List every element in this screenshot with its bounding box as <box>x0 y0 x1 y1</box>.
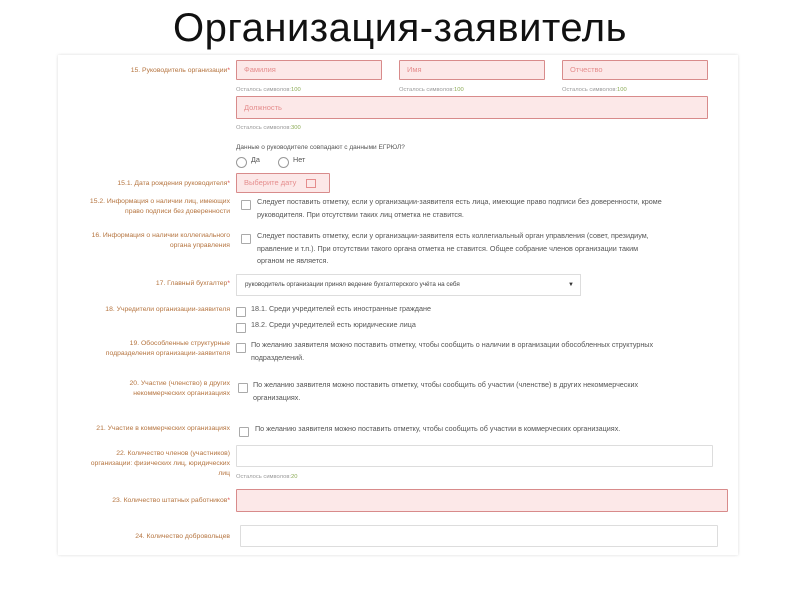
staff-count-input[interactable] <box>236 489 728 512</box>
text-line: руководителя. При отсутствии таких лиц отметка не ставится. <box>257 209 464 219</box>
radio-yes[interactable] <box>236 157 247 168</box>
hint-prefix: Осталось символов: <box>399 87 455 93</box>
members-count-hint <box>236 474 297 480</box>
hint-value: 20 <box>291 474 298 480</box>
required-mark: * <box>227 280 230 287</box>
text-line: правление и т.п.). При отсутствии такого органа отметка не ставится. Общее собрание членов организации таким <box>257 243 639 253</box>
label-22 <box>91 449 230 479</box>
label-line: некоммерческих организациях <box>133 389 230 397</box>
text-line: По желанию заявителя можно поставить отметку, чтобы сообщить о наличии в организации обособленных структурных <box>251 340 654 349</box>
collegial-body-checkbox[interactable] <box>241 234 251 244</box>
text-line: подразделений. <box>251 352 305 362</box>
label-15-1 <box>117 179 230 189</box>
accountant-select[interactable] <box>236 274 581 296</box>
radio-no[interactable] <box>278 157 289 168</box>
position-field[interactable] <box>236 96 708 119</box>
surname-hint <box>236 87 301 93</box>
label-21 <box>96 424 230 434</box>
patronymic-hint <box>562 87 627 93</box>
founders-legal-checkbox[interactable] <box>236 323 246 333</box>
hint-prefix: Осталось символов: <box>236 87 292 93</box>
label-18 <box>105 305 230 315</box>
hint-value: 300 <box>291 125 301 131</box>
members-count-input[interactable] <box>236 445 713 467</box>
position-hint <box>236 125 301 131</box>
text-line: органом не является. <box>257 256 329 266</box>
surname-placeholder: Фамилия <box>244 65 276 74</box>
form-screenshot <box>58 55 738 555</box>
text-line: Следует поставить отметку, если у организации-заявителя есть лица, имеющие право подписи без доверенности, кроме <box>257 197 662 206</box>
label-15-1-text: 15.1. Дата рождения руководителя <box>117 180 228 187</box>
text-line: Следует поставить отметку, если у организации-заявителя есть коллегиальный орган управления (совет, президиум, <box>257 231 649 240</box>
founders-legal-label: 18.2. Среди учредителей есть юридические лица <box>251 320 416 329</box>
collegial-body-description <box>257 230 649 268</box>
signature-description <box>257 196 662 221</box>
label-19 <box>106 339 230 359</box>
label-line: органа управления <box>169 241 230 249</box>
label-line: лиц <box>218 469 230 477</box>
label-line: организации: физических лиц, юридических <box>90 459 230 467</box>
label-24-text: 24. Количество добровольцев <box>135 533 230 540</box>
hint-value: 100 <box>291 87 301 93</box>
label-line: 22. Количество членов (участников) <box>116 450 230 457</box>
hint-value: 100 <box>617 87 627 93</box>
label-18-text: 18. Учредители организации-заявителя <box>105 306 230 313</box>
label-16 <box>92 231 230 251</box>
label-21-text: 21. Участие в коммерческих организациях <box>96 425 230 432</box>
radio-yes-label: Да <box>251 155 260 164</box>
label-15-text: 15. Руководитель организации <box>130 67 228 74</box>
subdivisions-checkbox[interactable] <box>236 343 246 353</box>
label-23 <box>112 496 230 506</box>
label-17-text: 17. Главный бухгалтер <box>155 280 228 287</box>
subdivisions-description <box>251 339 653 364</box>
label-15-2 <box>90 197 230 217</box>
required-mark: * <box>227 67 230 74</box>
label-line: 15.2. Информация о наличии лиц, имеющих <box>89 198 230 205</box>
name-hint <box>399 87 464 93</box>
commercial-participation-checkbox[interactable] <box>239 427 249 437</box>
label-17 <box>156 279 230 289</box>
text-line: организациях. <box>253 392 301 402</box>
founders-foreign-label: 18.1. Среди учредителей есть иностранные граждане <box>251 304 431 313</box>
label-line: 20. Участие (членство) в других <box>129 380 230 387</box>
accountant-selected-value: руководитель организации принял ведение бухгалтерского учёта на себя <box>245 281 460 288</box>
founders-foreign-checkbox[interactable] <box>236 307 246 317</box>
required-mark: * <box>227 180 230 187</box>
label-line: 19. Обособленные структурные <box>129 340 230 347</box>
calendar-icon <box>306 179 316 188</box>
surname-field[interactable] <box>236 60 382 80</box>
label-23-text: 23. Количество штатных работников <box>112 497 228 504</box>
required-mark: * <box>227 497 230 504</box>
label-24 <box>135 532 230 542</box>
commercial-participation-description: По желанию заявителя можно поставить отметку, чтобы сообщить об участии в коммерческих организациях. <box>255 424 621 433</box>
volunteers-count-input[interactable] <box>240 525 718 547</box>
birthdate-placeholder: Выберите дату <box>244 178 297 187</box>
chevron-down-icon: ▼ <box>568 282 574 288</box>
signature-checkbox[interactable] <box>241 200 251 210</box>
label-20 <box>130 379 230 399</box>
text-line: По желанию заявителя можно поставить отметку, чтобы сообщить об участии (членстве) в других некоммерческих <box>253 380 639 389</box>
hint-prefix: Осталось символов: <box>236 125 292 131</box>
label-line: подразделения организации-заявителя <box>105 349 230 357</box>
nonprofit-membership-description <box>253 379 638 404</box>
position-placeholder: Должность <box>244 103 282 112</box>
birthdate-picker[interactable] <box>236 173 330 193</box>
egrul-question: Данные о руководителе совпадают с данными ЕГРЮЛ? <box>236 144 405 151</box>
hint-prefix: Осталось символов: <box>562 87 618 93</box>
label-line: 16. Информация о наличии коллегиального <box>91 232 230 239</box>
nonprofit-membership-checkbox[interactable] <box>238 383 248 393</box>
name-field[interactable] <box>399 60 545 80</box>
hint-prefix: Осталось символов: <box>236 474 292 480</box>
hint-value: 100 <box>454 87 464 93</box>
patronymic-placeholder: Отчество <box>570 65 603 74</box>
label-line: право подписи без доверенности <box>125 207 230 215</box>
patronymic-field[interactable] <box>562 60 708 80</box>
label-15 <box>131 66 230 76</box>
radio-no-label: Нет <box>293 155 306 164</box>
name-placeholder: Имя <box>407 65 422 74</box>
slide-title: Организация-заявитель <box>173 6 627 50</box>
